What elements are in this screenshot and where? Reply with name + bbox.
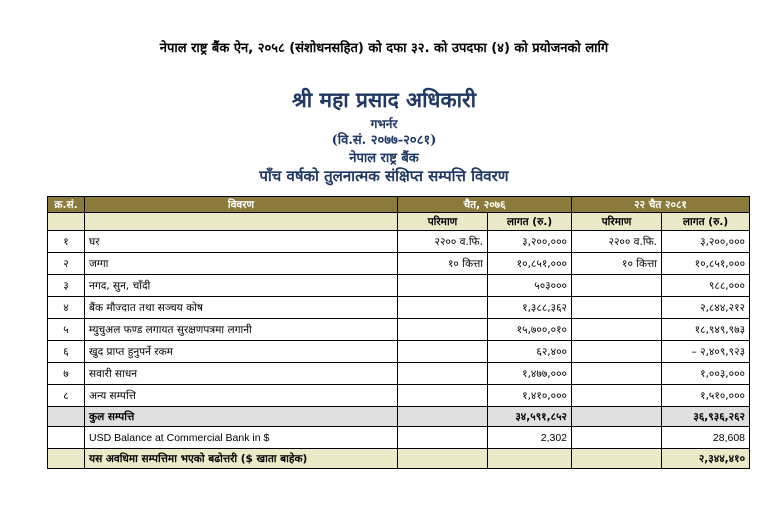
usd-blank bbox=[48, 427, 85, 449]
increase-qty-period2 bbox=[572, 449, 662, 469]
usd-value-period2: 28,608 bbox=[662, 427, 750, 449]
period2-cost-header: लागत (रु.) bbox=[662, 213, 750, 231]
increase-blank bbox=[48, 449, 85, 469]
row-cost-period2: १०,८५१,००० bbox=[662, 253, 750, 275]
period2-header: २२ चैत २०८१ bbox=[572, 197, 750, 213]
total-blank bbox=[48, 407, 85, 427]
increase-qty-period1 bbox=[398, 449, 488, 469]
row-cost-period1: ३,२००,००० bbox=[488, 231, 572, 253]
row-cost-period2: ९८८,००० bbox=[662, 275, 750, 297]
row-serial: ५ bbox=[48, 319, 85, 341]
usd-balance-row bbox=[48, 427, 750, 449]
table-row bbox=[48, 231, 750, 253]
document-subtitle: पाँच वर्षको तुलनात्मक संक्षिप्त सम्पत्ति विवरण bbox=[259, 167, 509, 185]
asset-comparison-table bbox=[47, 196, 750, 469]
row-cost-period1: ६२,४०० bbox=[488, 341, 572, 363]
row-qty-period1 bbox=[398, 363, 488, 385]
governor-role: गभर्नर bbox=[370, 117, 398, 131]
row-qty-period1 bbox=[398, 297, 488, 319]
total-qty-period2 bbox=[572, 407, 662, 427]
subheader-blank bbox=[48, 213, 85, 231]
row-serial: ७ bbox=[48, 363, 85, 385]
period1-qty-header: परिमाण bbox=[398, 213, 488, 231]
total-qty-period1 bbox=[398, 407, 488, 427]
increase-row bbox=[48, 449, 750, 469]
row-cost-period2: – २,४०९,९२३ bbox=[662, 341, 750, 363]
period1-cost-header: लागत (रु.) bbox=[488, 213, 572, 231]
table-row bbox=[48, 275, 750, 297]
row-cost-period2: १,५१०,००० bbox=[662, 385, 750, 407]
governor-name: श्री महा प्रसाद अधिकारी bbox=[291, 87, 477, 112]
row-cost-period2: २,८४४,२१२ bbox=[662, 297, 750, 319]
total-label: कुल सम्पत्ति bbox=[85, 407, 398, 427]
row-qty-period2 bbox=[572, 363, 662, 385]
period1-header: चैत, २०७६ bbox=[398, 197, 572, 213]
row-serial: ६ bbox=[48, 341, 85, 363]
row-cost-period2: ३,२००,००० bbox=[662, 231, 750, 253]
row-qty-period2: १० कित्ता bbox=[572, 253, 662, 275]
row-qty-period1: १० कित्ता bbox=[398, 253, 488, 275]
usd-label: USD Balance at Commercial Bank in $ bbox=[85, 427, 398, 449]
table-row bbox=[48, 253, 750, 275]
row-qty-period2: २२०० व.फि. bbox=[572, 231, 662, 253]
total-row bbox=[48, 407, 750, 427]
table-header-row bbox=[48, 197, 750, 213]
row-description: बैंक मौज्दात तथा सञ्चय कोष bbox=[85, 297, 398, 319]
usd-qty-period2 bbox=[572, 427, 662, 449]
row-cost-period1: १०,८५१,००० bbox=[488, 253, 572, 275]
table-row bbox=[48, 297, 750, 319]
row-qty-period1 bbox=[398, 319, 488, 341]
row-description: खुद प्राप्त हुनुपर्ने रकम bbox=[85, 341, 398, 363]
total-cost-period2: ३६,९३६,२६२ bbox=[662, 407, 750, 427]
row-qty-period1 bbox=[398, 275, 488, 297]
row-cost-period1: १,३८८,३६२ bbox=[488, 297, 572, 319]
row-cost-period1: ५०३००० bbox=[488, 275, 572, 297]
row-serial: १ bbox=[48, 231, 85, 253]
table-row bbox=[48, 319, 750, 341]
row-qty-period2 bbox=[572, 319, 662, 341]
row-qty-period1 bbox=[398, 341, 488, 363]
row-qty-period1: २२०० व.फि. bbox=[398, 231, 488, 253]
row-cost-period1: १५,७००,०१० bbox=[488, 319, 572, 341]
row-qty-period2 bbox=[572, 297, 662, 319]
row-description: अन्य सम्पत्ति bbox=[85, 385, 398, 407]
row-description: नगद, सुन, चाँदी bbox=[85, 275, 398, 297]
row-qty-period2 bbox=[572, 341, 662, 363]
subheader-blank bbox=[85, 213, 398, 231]
table-subheader-row bbox=[48, 213, 750, 231]
row-description: जग्गा bbox=[85, 253, 398, 275]
organization-name: नेपाल राष्ट्र बैंक bbox=[349, 151, 419, 166]
row-description: सवारी साधन bbox=[85, 363, 398, 385]
row-cost-period2: १८,९४९,९७३ bbox=[662, 319, 750, 341]
row-cost-period1: १,४७७,००० bbox=[488, 363, 572, 385]
top-note: नेपाल राष्ट्र बैंक ऐन, २०५८ (संशोधनसहित) को दफा ३२. को उपदफा (४) को प्रयोजनको लागि bbox=[159, 41, 609, 56]
tenure-period: (वि.सं. २०७७-२०८१) bbox=[331, 133, 437, 148]
row-cost-period2: १,००३,००० bbox=[662, 363, 750, 385]
row-qty-period2 bbox=[572, 275, 662, 297]
row-serial: ३ bbox=[48, 275, 85, 297]
total-cost-period1: ३४,५९१,८५२ bbox=[488, 407, 572, 427]
row-qty-period2 bbox=[572, 385, 662, 407]
table-row bbox=[48, 363, 750, 385]
row-cost-period1: १,४१०,००० bbox=[488, 385, 572, 407]
row-serial: ४ bbox=[48, 297, 85, 319]
table-row bbox=[48, 385, 750, 407]
row-description: म्युचुअल फण्ड लगायत सुरक्षणपत्रमा लगानी bbox=[85, 319, 398, 341]
increase-value: २,३४४,४१० bbox=[662, 449, 750, 469]
col-serial-header: क्र.सं. bbox=[48, 197, 85, 213]
row-description: घर bbox=[85, 231, 398, 253]
col-description-header: विवरण bbox=[85, 197, 398, 213]
row-serial: ८ bbox=[48, 385, 85, 407]
increase-label: यस अवधिमा सम्पत्तिमा भएको बढोत्तरी ($ खाता बाहेक) bbox=[85, 449, 398, 469]
period2-qty-header: परिमाण bbox=[572, 213, 662, 231]
usd-value-period1: 2,302 bbox=[488, 427, 572, 449]
row-qty-period1 bbox=[398, 385, 488, 407]
usd-qty-period1 bbox=[398, 427, 488, 449]
row-serial: २ bbox=[48, 253, 85, 275]
increase-cost-period1 bbox=[488, 449, 572, 469]
table-row bbox=[48, 341, 750, 363]
